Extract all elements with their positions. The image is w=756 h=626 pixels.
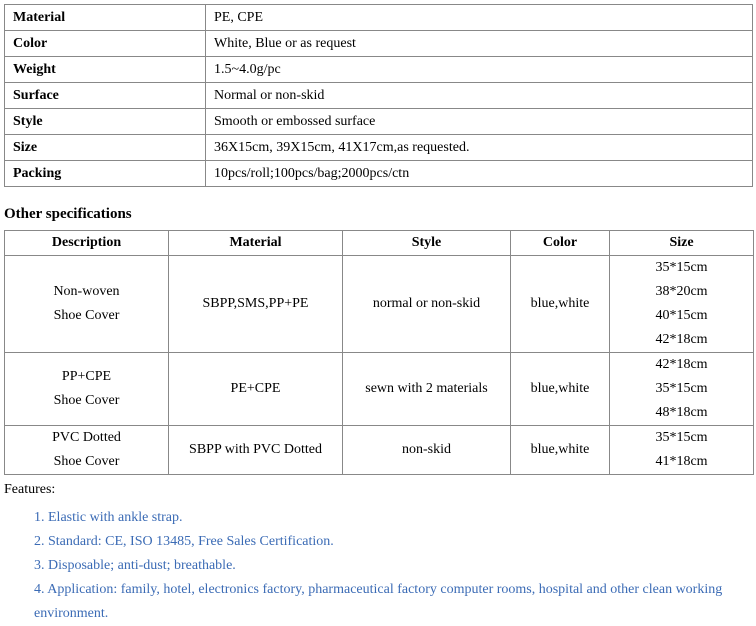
spec-row-size	[5, 135, 753, 161]
spec-value: 10pcs/roll;100pcs/bag;2000pcs/ctn	[206, 161, 753, 187]
feature-item: 1. Elastic with ankle strap.	[34, 510, 183, 525]
spec-row-weight	[5, 57, 753, 83]
spec-table	[4, 4, 753, 187]
description-line: Shoe Cover	[53, 393, 120, 408]
header-style: Style	[343, 231, 511, 256]
color-cell: blue,white	[511, 426, 610, 475]
material-cell: SBPP with PVC Dotted	[169, 426, 343, 475]
spec-row-color	[5, 31, 753, 57]
color-cell: blue,white	[511, 353, 610, 426]
feature-item: 3. Disposable; anti-dust; breathable.	[34, 558, 236, 573]
description-line: PVC Dotted	[52, 430, 121, 445]
features-heading: Features:	[4, 482, 56, 497]
table-row	[5, 256, 754, 353]
size-cell	[610, 353, 754, 426]
spec-key: Surface	[5, 83, 206, 109]
spec-row-surface	[5, 83, 753, 109]
features-list	[34, 506, 746, 626]
spec-key: Packing	[5, 161, 206, 187]
other-specifications-heading: Other specifications	[4, 206, 132, 222]
spec-value: Smooth or embossed surface	[206, 109, 753, 135]
description-line: Non-woven	[53, 284, 120, 299]
size-line: 41*18cm	[655, 454, 708, 469]
header-row	[5, 231, 754, 256]
description-cell	[5, 353, 169, 426]
header-color: Color	[511, 231, 610, 256]
feature-item: 4. Application: family, hotel, electronics factory, pharmaceutical factory computer rooms, hospital and other clean working environment.	[34, 582, 723, 621]
spec-value: Normal or non-skid	[206, 83, 753, 109]
header-material: Material	[169, 231, 343, 256]
description-line: PP+CPE	[61, 369, 112, 384]
header-description: Description	[5, 231, 169, 256]
style-cell: normal or non-skid	[343, 256, 511, 353]
spec-row-packing	[5, 161, 753, 187]
size-line: 38*20cm	[655, 284, 708, 299]
spec-key: Size	[5, 135, 206, 161]
spec-key: Color	[5, 31, 206, 57]
feature-item: 2. Standard: CE, ISO 13485, Free Sales Certification.	[34, 534, 334, 549]
description-cell	[5, 256, 169, 353]
spec-value: 1.5~4.0g/pc	[206, 57, 753, 83]
spec-row-material	[5, 5, 753, 31]
description-line: Shoe Cover	[53, 454, 120, 469]
header-size: Size	[610, 231, 754, 256]
material-cell: PE+CPE	[169, 353, 343, 426]
description-cell	[5, 426, 169, 475]
table-row	[5, 426, 754, 475]
size-cell	[610, 256, 754, 353]
size-line: 35*15cm	[655, 381, 708, 396]
material-cell: SBPP,SMS,PP+PE	[169, 256, 343, 353]
size-line: 42*18cm	[655, 332, 708, 347]
spec-row-style	[5, 109, 753, 135]
size-cell	[610, 426, 754, 475]
spec-value: 36X15cm, 39X15cm, 41X17cm,as requested.	[206, 135, 753, 161]
spec-key: Weight	[5, 57, 206, 83]
style-cell: sewn with 2 materials	[343, 353, 511, 426]
size-line: 35*15cm	[655, 260, 708, 275]
spec-key: Material	[5, 5, 206, 31]
other-specifications-table	[4, 230, 754, 475]
size-line: 35*15cm	[655, 430, 708, 445]
style-cell: non-skid	[343, 426, 511, 475]
size-line: 40*15cm	[655, 308, 708, 323]
description-line: Shoe Cover	[53, 308, 120, 323]
size-line: 42*18cm	[655, 357, 708, 372]
spec-value: PE, CPE	[206, 5, 753, 31]
color-cell: blue,white	[511, 256, 610, 353]
size-line: 48*18cm	[655, 405, 708, 420]
spec-value: White, Blue or as request	[206, 31, 753, 57]
table-row	[5, 353, 754, 426]
spec-key: Style	[5, 109, 206, 135]
